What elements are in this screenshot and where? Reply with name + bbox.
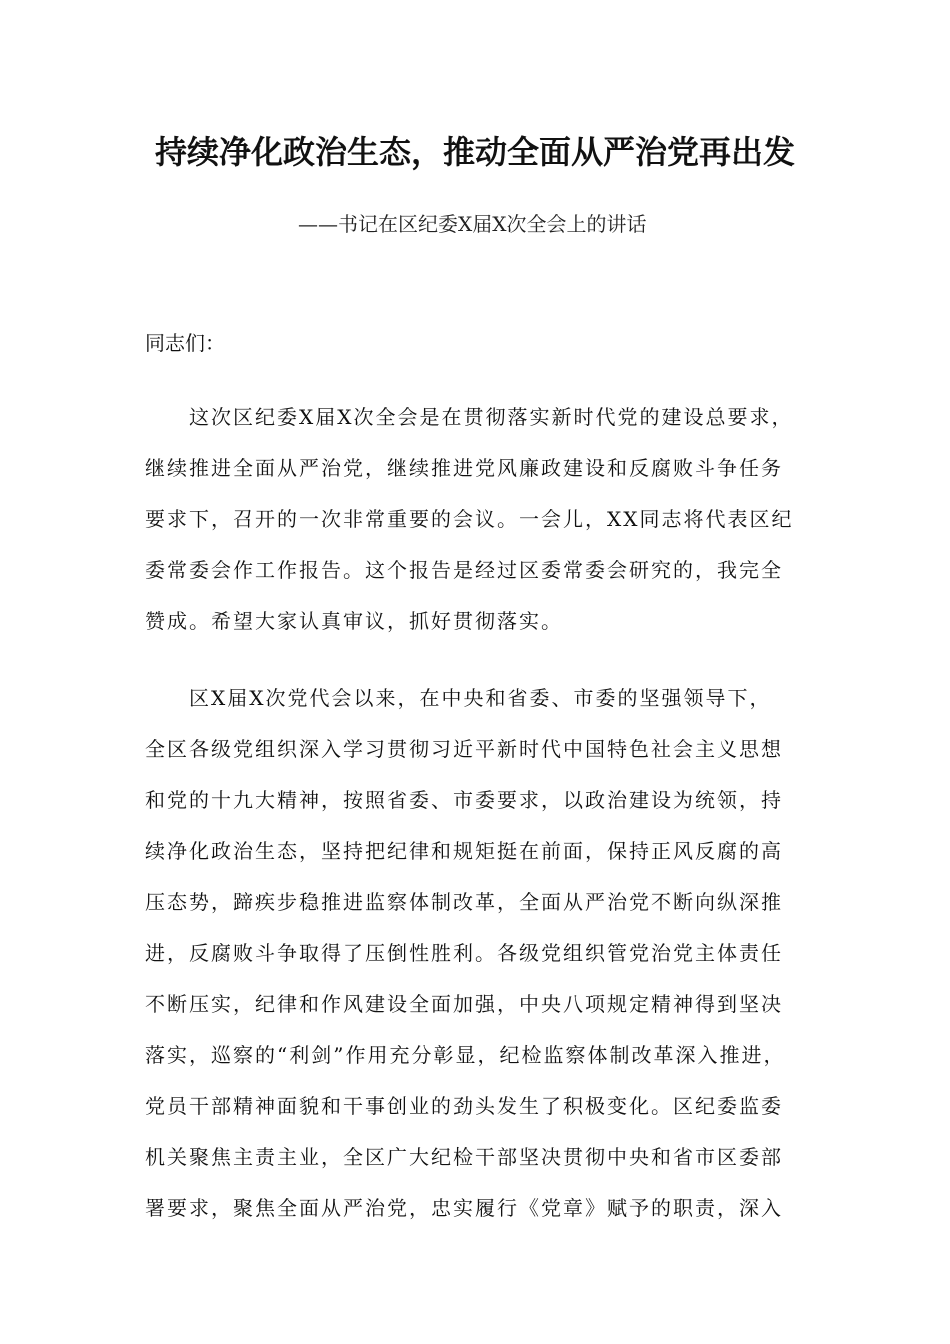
text-line: 要求下，召开的一次非常重要的会议。一会儿，XX同志将代表区纪 bbox=[145, 507, 794, 531]
text-line: 这次区纪委X届X次全会是在贯彻落实新时代党的建设总要求， bbox=[189, 405, 794, 429]
text-line: 赞成。希望大家认真审议，抓好贯彻落实。 bbox=[145, 609, 563, 633]
text-line: 区X届X次党代会以来，在中央和省委、市委的坚强领导下， bbox=[189, 686, 772, 710]
document-title: 持续净化政治生态，推动全面从严治党再出发 bbox=[154, 133, 795, 171]
text-line: 党员干部精神面貌和干事创业的劲头发生了积极变化。区纪委监委 bbox=[145, 1094, 783, 1118]
text-line: 落实，巡察的“利剑”作用充分彰显，纪检监察体制改革深入推进， bbox=[145, 1043, 786, 1067]
text-line: 压态势，蹄疾步稳推进监察体制改革，全面从严治党不断向纵深推 bbox=[145, 890, 783, 914]
text-line: 继续推进全面从严治党，继续推进党风廉政建设和反腐败斗争任务 bbox=[145, 456, 783, 480]
text-line: 进，反腐败斗争取得了压倒性胜利。各级党组织管党治党主体责任 bbox=[145, 941, 783, 965]
document-subtitle: ——书记在区纪委X届X次全会上的讲话 bbox=[298, 212, 647, 236]
text-line: 全区各级党组织深入学习贯彻习近平新时代中国特色社会主义思想 bbox=[145, 737, 783, 761]
paragraph-2 bbox=[145, 673, 805, 1234]
text-line: 署要求，聚焦全面从严治党，忠实履行《党章》赋予的职责，深入 bbox=[145, 1196, 783, 1220]
text-line: 机关聚焦主责主业，全区广大纪检干部坚决贯彻中央和省市区委部 bbox=[145, 1145, 783, 1169]
text-line: 和党的十九大精神，按照省委、市委要求，以政治建设为统领，持 bbox=[145, 788, 783, 812]
text-line: 委常委会作工作报告。这个报告是经过区委常委会研究的，我完全 bbox=[145, 558, 783, 582]
greeting: 同志们： bbox=[145, 331, 225, 355]
text-line: 续净化政治生态，坚持把纪律和规矩挺在前面，保持正风反腐的高 bbox=[145, 839, 783, 863]
document-body bbox=[145, 392, 805, 1260]
paragraph-1 bbox=[145, 392, 805, 647]
text-line: 不断压实，纪律和作风建设全面加强，中央八项规定精神得到坚决 bbox=[145, 992, 783, 1016]
